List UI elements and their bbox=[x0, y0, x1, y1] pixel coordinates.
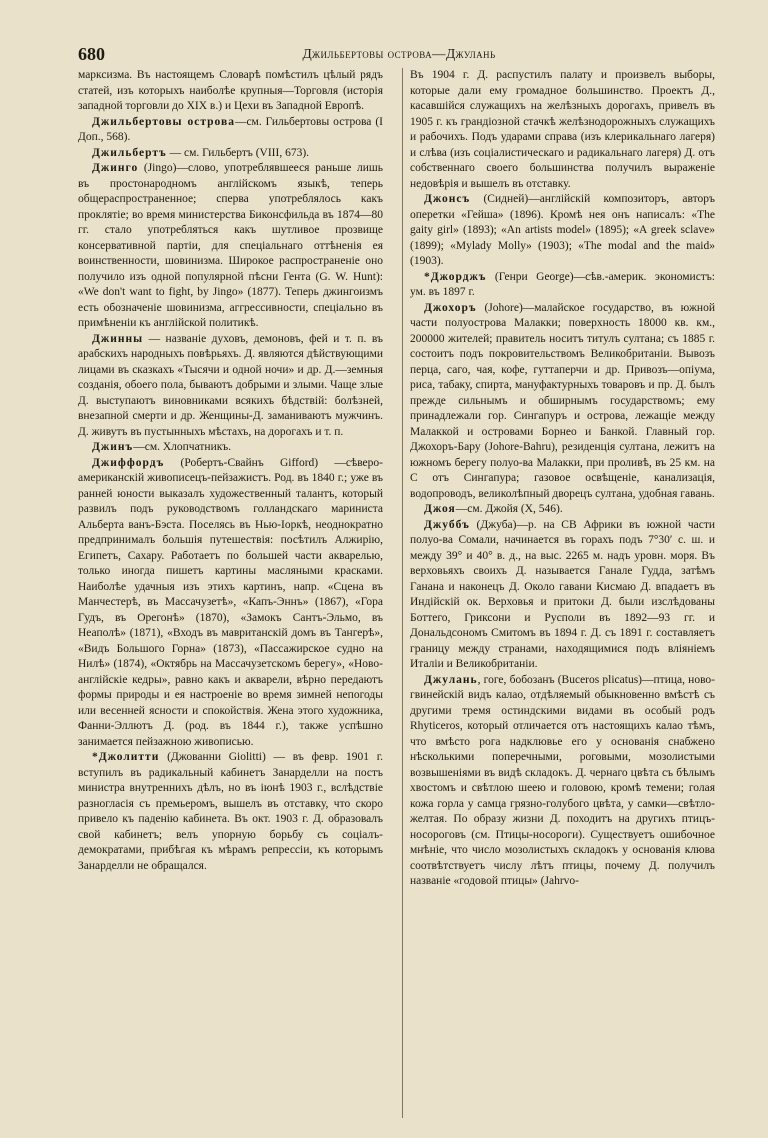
entry-text: (Сидней)—англійскій композиторъ, авторъ оперетки «Гейша» (1896). Кромѣ нея онъ написалъ: «The gaity girl» (1893); «An artists model» (1895); «A greek sclave» (1899); «Mylady Molly» (1903); «The modal and the maid» (1903). bbox=[410, 193, 715, 267]
entry-text: —см. Джойя (X, 546). bbox=[455, 503, 563, 515]
entry-term: *Джолитти bbox=[92, 751, 160, 763]
dictionary-entry bbox=[78, 115, 383, 146]
dictionary-entry bbox=[78, 146, 383, 162]
entry-text: (Johore)—малайское государство, въ южной части полуострова Малакки; поверхность 18000 кв. км., 200000 жителей; правитель носитъ титулъ султана; съ 1885 г. состоитъ подъ покровительствомъ Великобританіи. Вывозъ перца, саго, чая, кофе, гуттаперчи и др. Привозъ—опіума, риса, табаку, спирта, мануфактурныхъ товаровъ и пр. Д. былъ прежде сильнымъ и обширнымъ государствомъ; ему принадлежали гор. Сингапуръ и острова, лежащіе между Малаккой и островами Борнео и Банкой. Главный гор. Джохоръ-Бару (Johore-Bahru), резиденція султана, лежитъ на южномъ берегу полуо-ва Малакки, при проливѣ, въ 25 км. на С отъ Сингапура; газовое освѣщеніе, канализація, водопроводъ, великолѣпный дворецъ султана, удобная гавань. bbox=[410, 301, 715, 500]
entry-term: Джинны bbox=[92, 332, 144, 345]
dictionary-entry bbox=[410, 192, 715, 270]
entry-text: (Робертъ-Свайнъ Gifford) —сѣверо-американскій живописецъ-пейзажистъ. Род. въ 1840 г.; уже въ ранней юности выказалъ художественный талантъ, который развилъ подъ руководствомъ голландскаго мариниста Альберта ванъ-Бэста. Поселясь въ Нью-Іоркѣ, неоднократно предпринималъ большія путешествія: посѣтилъ Алжирію, Египетъ, Сахару. Работаетъ по большей части акварелью, только иногда пишетъ картины масляными красками. Наиболѣе удачныя изъ этихъ картинъ, напр. «Сцена въ Манчестерѣ, въ Массачузетѣ», «Капъ-Эннъ» (1867), «Гора Гудъ, въ Орегонѣ» (1870), «Замокъ Сантъ-Эльмо, въ Неаполѣ» (1871), «Входъ въ мавританскій домъ въ Тангерѣ», «Видъ Большого Горна» (1873), «Пассажирское судно на Нилѣ» (1874), «Октябрь на Массачузетскомъ берегу», «Ново-англійскіе кедры», равно какъ и акварели, вѣрно передаютъ формы природы и ея настроеніе во время зимней непогоды или весенней ясности и спокойствія. Жена этого художника, Фанни-Эллютъ Д. (род. въ 1844 г.), также успѣшно занимается пейзажною живописью. bbox=[78, 456, 383, 748]
entry-term: Джиффордъ bbox=[92, 456, 165, 469]
dictionary-entry bbox=[410, 270, 715, 301]
entry-term: Джинго bbox=[92, 162, 139, 174]
entry-term: *Джорджъ bbox=[424, 270, 487, 283]
entry-text: —см. Хлопчатникъ. bbox=[133, 441, 232, 453]
running-title: Джильбертовы острова—Джулань bbox=[302, 46, 496, 61]
entry-text: (Jingo)—слово, употреблявшееся раньше лишь въ простонародномъ англійскомъ языкѣ, теперь общераспространенное; сперва употреблялось какъ проклятіе; во время министерства Биконсфильда въ 1874—80 гг. стало употребляться какъ шутливое прозвище консервативной партіи, для спеціальнаго оттѣненія ея воинственности, шовинизма. Широкое распространеніе оно получило изъ одной популярной пѣсни Гента (G. W. Hunt): «We don't want to fight, by Jingo» (1877). Теперь джингоизмъ есть обозначеніе шовинизма, аггрессивности, спеціально въ примѣненіи къ англійской политикѣ. bbox=[78, 162, 383, 329]
entry-term: Джильбертовы острова bbox=[92, 115, 235, 128]
dictionary-entry bbox=[410, 673, 715, 890]
column-divider bbox=[402, 68, 403, 1118]
entry-term: Джинъ bbox=[92, 441, 134, 453]
entry-term: Джулань bbox=[424, 673, 478, 686]
entry-text: , гоге, бобозанъ (Buceros plicatus)—птица, ново-гвинейскій видъ калао, отдѣляемый обыкновенно вмѣстѣ съ другими тремя остиндскими видами въ особый родъ Rhyticeros, который отличается отъ настоящихъ калао тѣмъ, что вмѣсто рога надклювье его у основанія снабжено нѣсколькими поперечными, роговыми, мозолистыми возвышеніями въ видѣ складокъ. Д. чернаго цвѣта съ бѣлымъ хвостомъ и свѣтлою шеею и головою, кромѣ темени; голая кожа горла у самца грязно-голубого цвѣта, у самки—свѣтло-желтая. По образу жизни Д. походитъ на другихъ птицъ-носороговъ (см. Птицы-носороги). Существуетъ ошибочное мнѣніе, что число мозолистыхъ складокъ у основанія клюва соотвѣтствуетъ числу лѣтъ птицы, почему Д. получилъ названіе «годовой птицы» (Jahrvo- bbox=[410, 673, 715, 887]
entry-text: Въ 1904 г. Д. распустилъ палату и произвелъ выборы, которые дали ему громадное большинство. Проектъ Д., касавшійся служащихъ на желѣзныхъ дорогахъ, привелъ въ 1905 г. къ грандіозной стачкѣ желѣзнодорожныхъ служащихъ и рабочихъ. Подъ ударами справа (изъ клерикальнаго лагеря) и слѣва (изъ соціалистическаго и радикальнаго лагеря) Д. отъ собственнаго своего большинства получилъ выраженіе недовѣрія и вышелъ въ отставку. bbox=[410, 69, 715, 190]
entry-text: (Джуба)—р. на СВ Африки въ южной части полуо-ва Сомали, начинается въ горахъ подъ 7°30′ с. ш. и между 39° и 40° в. д., на выс. 2265 м. надъ уровн. моря. Въ верховьяхъ своихъ Д. называется Ганале Гудда, затѣмъ Ганана и наконецъ Д. Около гавани Кисмаю Д. впадаетъ въ Индійскій ок. Верховья и притоки Д. были изслѣдованы Боттего, Гриксони и Русполи въ 1892—93 гг. и Дональдсономъ Смитомъ въ 1894 г. Д. съ 1891 г. составляетъ границу между странами, находящимися подъ вліяніемъ Италіи и Великобританіи. bbox=[410, 518, 715, 670]
dictionary-entry bbox=[78, 750, 383, 874]
entry-text: (Джованни Giolitti) — въ февр. 1901 г. вступилъ въ радикальный кабинетъ Занарделли на постъ министра внутреннихъ дѣлъ, но въ іюнѣ 1903 г., вслѣдствіе разногласія съ премьеромъ, вышелъ въ отставку, что скоро привело къ паденію кабинета. Въ окт. 1903 г. Д. образовалъ свой кабинетъ; велъ упорную борьбу съ соціалъ-демократами, прибѣгая къ мѣрамъ репрессіи, къ которымъ Занарделли не обращался. bbox=[78, 751, 383, 872]
entry-text: — см. Гильбертъ (VIII, 673). bbox=[166, 146, 310, 159]
entry-term: Джоя bbox=[424, 503, 456, 515]
dictionary-entry bbox=[78, 332, 383, 441]
left-column bbox=[78, 68, 383, 1120]
page-number: 680 bbox=[78, 44, 105, 64]
entry-term: Джильбертъ bbox=[92, 146, 167, 159]
dictionary-entry bbox=[78, 456, 383, 751]
entry-text: — названіе духовъ, демоновъ, фей и т. п. въ арабскихъ народныхъ повѣрьяхъ. Д. являются дѣйствующими лицами въ сказкахъ «Тысячи и одной ночи» и др. Д.—земныя созданія, обоего пола, бываютъ добрыми и злыми. Чаще злые Д. выступаютъ виновниками всякихъ бѣдствій: болѣзней, внезапной смерти и др. Женщины-Д. заманиваютъ мужчинъ. Д. живутъ въ пустынныхъ мѣстахъ, на дорогахъ и т. п. bbox=[78, 332, 383, 438]
dictionary-entry bbox=[78, 440, 383, 456]
dictionary-entry bbox=[410, 301, 715, 503]
entry-term: Джуббъ bbox=[424, 518, 470, 531]
entry-term: Джохоръ bbox=[424, 301, 477, 314]
dictionary-entry bbox=[410, 68, 715, 192]
entry-text: марксизма. Въ настоящемъ Словарѣ помѣстилъ цѣлый рядъ статей, изъ которыхъ наиболѣе крупныя—Торговля (исторія западной торговли до XIX в.) и Цехи въ Западной Европѣ. bbox=[78, 69, 383, 112]
dictionary-entry bbox=[78, 68, 383, 115]
dictionary-entry bbox=[410, 502, 715, 518]
entry-term: Джонсъ bbox=[424, 193, 471, 205]
dictionary-entry bbox=[78, 161, 383, 332]
page-header bbox=[78, 44, 720, 68]
entry-text: —см. Гильбертовы острова (I Доп., 568). bbox=[78, 115, 383, 143]
entry-text: (Генри George)—сѣв.-америк. экономистъ: ум. въ 1897 г. bbox=[410, 270, 715, 298]
dictionary-entry bbox=[410, 518, 715, 673]
right-column bbox=[410, 68, 715, 1120]
